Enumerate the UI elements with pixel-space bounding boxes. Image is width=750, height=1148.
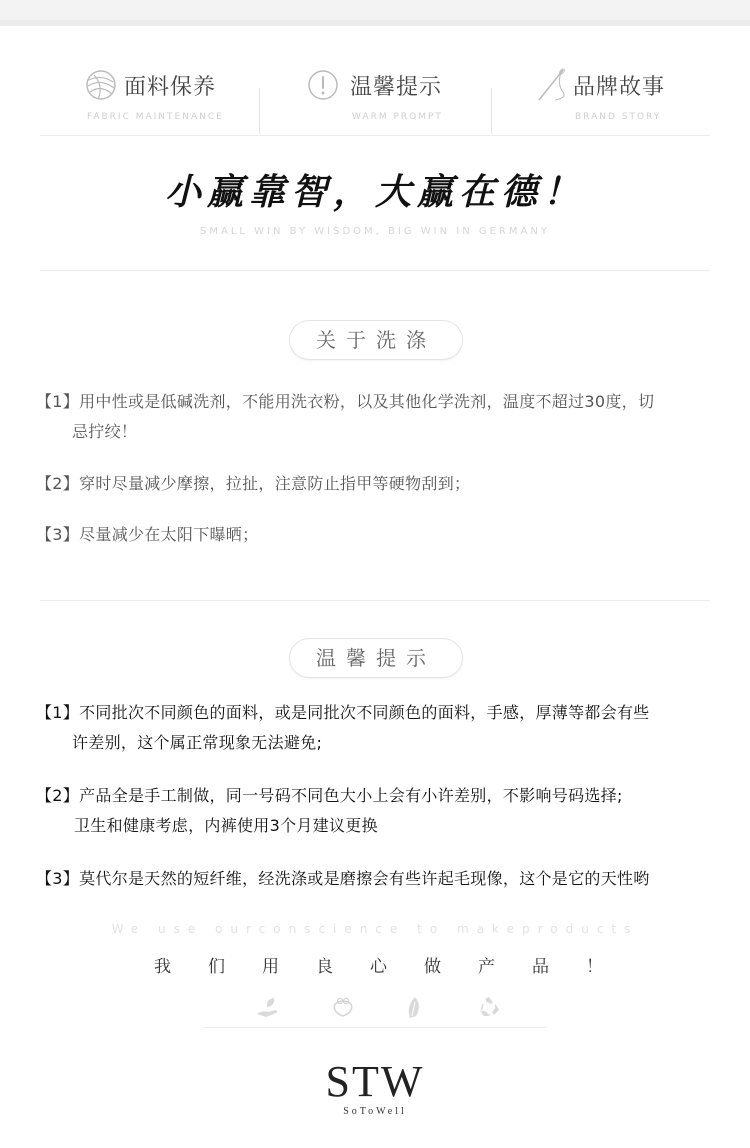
logo-text: STW [325,1057,425,1106]
footer-icons [0,994,750,1020]
nav-subtitle: WARM PROMPT [352,112,443,122]
exclamation-circle-icon [306,68,340,102]
category-nav [40,60,710,136]
english-motto: We use ourconscience to makeproducts [111,922,639,936]
item-text: 不同批次不同颜色的面料，或是同批次不同颜色的面料，手感，厚薄等都会有些 [79,703,650,722]
nav-subtitle: FABRIC MAINTENANCE [87,112,224,122]
nav-brand-story[interactable] [533,60,703,136]
tips-heading: 温馨提示 [289,638,463,678]
nav-warm-prompt[interactable] [306,60,486,136]
motto-char: 良 [316,957,333,977]
nav-title: 温馨提示 [350,75,443,100]
motto-char: 做 [424,957,441,977]
fabric-icon [330,994,356,1020]
item-number: 【2】 [36,786,80,805]
yarn-ball-icon [84,68,118,102]
divider [40,270,710,271]
motto-char: 品 [532,957,549,977]
item-text: 穿时尽量减少摩擦，拉扯，注意防止指甲等硬物刮到； [79,474,471,493]
item-number: 【2】 [36,474,80,493]
item-text-continued: 卫生和健康考虑，内裤使用3个月建议更换 [74,816,378,835]
item-text-continued: 许差别，这个属正常现象无法避免; [72,733,323,752]
brand-slogan-english: SMALL WIN BY WISDOM, BIG WIN IN GERMANY [200,226,550,237]
item-number: 【3】 [36,525,80,544]
item-number: 【1】 [36,703,80,722]
nav-fabric-maintenance[interactable] [80,60,280,136]
hand-leaf-icon [254,994,280,1020]
item-text: 产品全是手工制做，同一号码不同色大小上会有小许差别，不影响号码选择; [79,786,623,805]
item-text-continued: 忌拧绞！ [72,422,138,441]
washing-heading: 关于洗涤 [289,320,463,360]
needle-thread-icon [533,64,573,104]
nav-divider [259,88,260,134]
nav-title: 面料保养 [124,75,217,100]
divider [40,135,710,136]
motto-char: 我 [154,957,171,977]
brand-slogan: 小赢靠智，大赢在德！ [164,171,585,213]
tips-item-2 [36,781,726,841]
chinese-motto [0,952,750,982]
item-text: 用中性或是低碱洗剂，不能用洗衣粉，以及其他化学洗剂，温度不超过30度，切 [79,392,655,411]
brand-logo [0,1057,750,1117]
top-bar [0,0,750,26]
logo-subtext: SoToWell [343,1106,407,1117]
recycle-icon [476,994,502,1020]
footer-divider [204,1027,546,1028]
leaf-icon [402,994,428,1020]
nav-title: 品牌故事 [573,75,666,100]
item-text: 尽量减少在太阳下曝晒； [79,525,259,544]
motto-char: 用 [262,957,279,977]
item-number: 【1】 [36,392,80,411]
washing-item-1 [36,387,726,447]
nav-divider [491,88,492,134]
divider [40,600,710,601]
nav-subtitle: BRAND STORY [575,112,662,122]
item-number: 【3】 [36,869,80,888]
washing-item-3 [36,520,726,550]
washing-item-2 [36,469,726,499]
tips-item-3 [36,864,726,894]
motto-char: ！ [586,957,603,977]
motto-char: 心 [370,957,387,977]
motto-char: 产 [478,957,495,977]
tips-item-1 [36,698,726,758]
motto-char: 们 [208,957,225,977]
item-text: 莫代尔是天然的短纤维，经洗涤或是磨擦会有些许起毛现像，这个是它的天性哟 [79,869,650,888]
